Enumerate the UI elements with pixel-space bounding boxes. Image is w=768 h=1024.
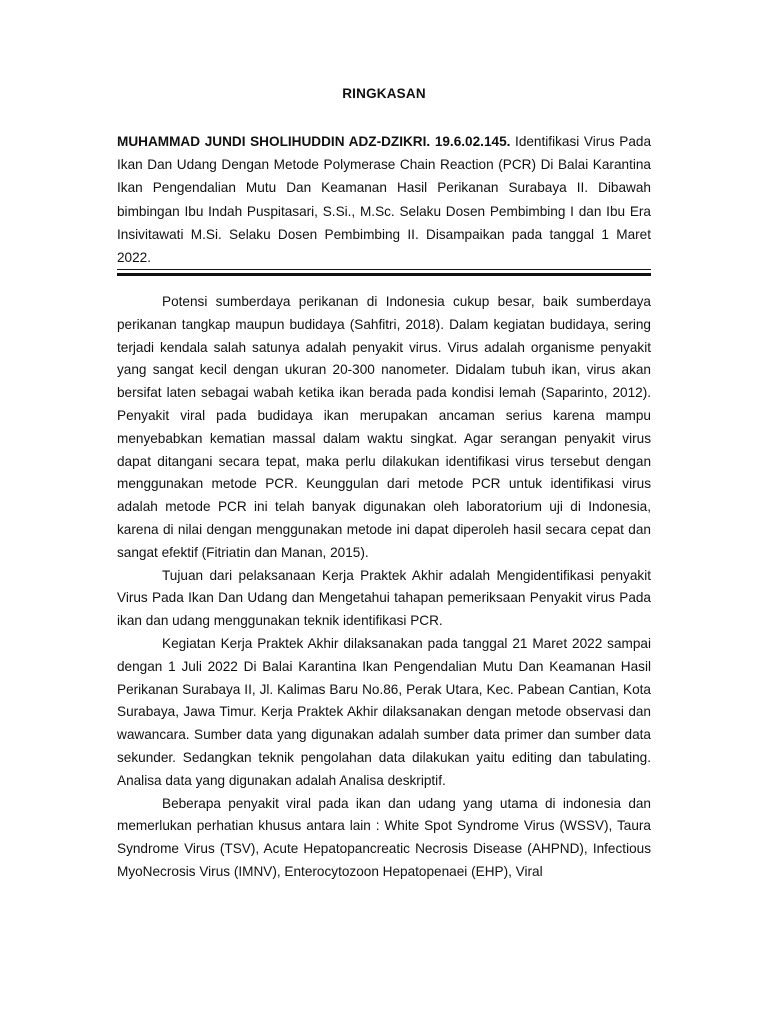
abstract-header	[117, 130, 651, 269]
paragraph: Beberapa penyakit viral pada ikan dan udang yang utama di indonesia dan memerlukan perhatian khusus antara lain : White Spot Syndrome Virus (WSSV), Taura Syndrome Virus (TSV), Acute Hepatopancreatic Necrosis Disease (AHPND), Infectious MyoNecrosis Virus (IMNV), Enterocytozoon Hepatopenaei (EHP), Viral	[117, 795, 651, 879]
divider-thin	[117, 269, 651, 270]
abstract-info: Identifikasi Virus Pada Ikan Dan Udang Dengan Metode Polymerase Chain Reaction (PCR) Di Balai Karantina Ikan Pengendalian Mutu Dan Keamanan Hasil Perikanan Surabaya II. Dibawah bimbingan Ibu Indah Puspitasari, S.Si., M.Sc. Selaku Dosen Pembimbing I dan Ibu Era Insivitawati M.Si. Selaku Dosen Pembimbing II. Disampaikan pada tanggal 1 Maret 2022.	[117, 134, 651, 266]
paragraph: Potensi sumberdaya perikanan di Indonesia cukup besar, baik sumberdaya perikanan tangkap maupun budidaya (Sahfitri, 2018). Dalam kegiatan budidaya, sering terjadi kendala salah satunya adalah penyakit virus. Virus adalah organisme penyakit yang sangat kecil dengan ukuran 20-300 nanometer. Didalam tubuh ikan, virus akan bersifat laten sebagai wabah ketika ikan berada pada kondisi lemah (Saparinto, 2012). Penyakit viral pada budidaya ikan merupakan ancaman serius karena mampu menyebabkan kematian massal dalam waktu singkat. Agar serangan penyakit virus dapat ditangani secara tepat, maka perlu dilakukan identifikasi virus tersebut dengan menggunakan metode PCR. Keunggulan dari metode PCR untuk identifikasi virus adalah metode PCR ini telah banyak digunakan oleh laboratorium uji di Indonesia, karena di nilai dengan menggunakan metode ini dapat diperoleh hasil secara cepat dan sangat efektif (Fitriatin dan Manan, 2015).	[117, 294, 651, 560]
paragraph: Kegiatan Kerja Praktek Akhir dilaksanakan pada tanggal 21 Maret 2022 sampai dengan 1 Juli 2022 Di Balai Karantina Ikan Pengendalian Mutu Dan Keamanan Hasil Perikanan Surabaya II, Jl. Kalimas Baru No.86, Perak Utara, Kec. Pabean Cantian, Kota Surabaya, Jawa Timur. Kerja Praktek Akhir dilaksanakan dengan metode observasi dan wawancara. Sumber data yang digunakan adalah sumber data primer dan sumber data sekunder. Sedangkan teknik pengolahan data dilakukan yaitu editing dan tabulating. Analisa data yang digunakan adalah Analisa deskriptif.	[117, 635, 651, 788]
divider-thick	[117, 273, 651, 276]
paragraph: Tujuan dari pelaksanaan Kerja Praktek Akhir adalah Mengidentifikasi penyakit Virus Pada Ikan Dan Udang dan Mengetahui tahapan pemeriksaan Penyakit virus Pada ikan dan udang menggunakan teknik identifikasi PCR.	[117, 567, 651, 629]
summary-body	[117, 291, 651, 884]
author-name: MUHAMMAD JUNDI SHOLIHUDDIN ADZ-DZIKRI. 19.6.02.145.	[117, 134, 511, 149]
page-title: RINGKASAN	[342, 86, 426, 101]
